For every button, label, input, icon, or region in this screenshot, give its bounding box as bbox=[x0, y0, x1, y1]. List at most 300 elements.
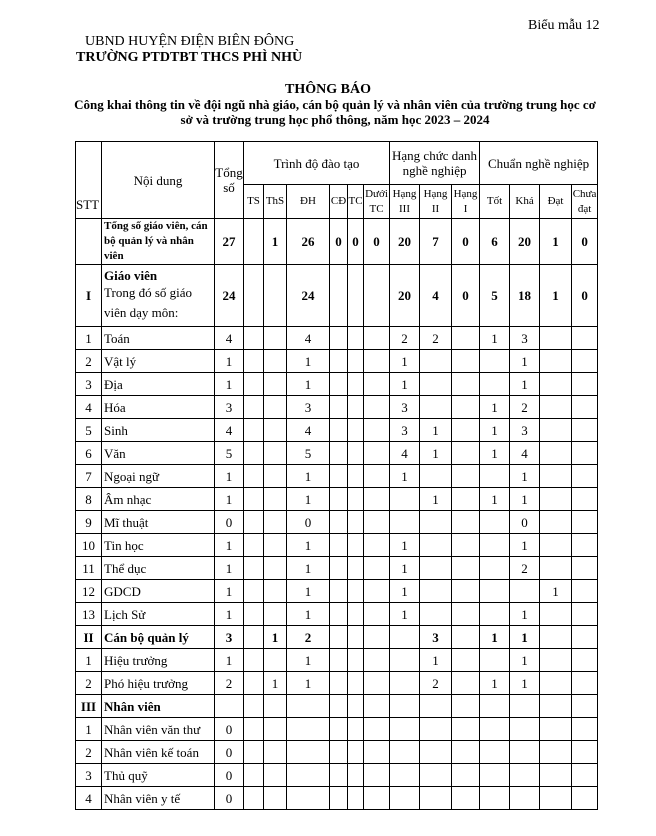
row-cell: 3 bbox=[510, 419, 540, 442]
row-cell bbox=[452, 373, 480, 396]
row-cell bbox=[452, 557, 480, 580]
header-stt: STT bbox=[76, 142, 102, 219]
row-cell bbox=[510, 718, 540, 741]
row-cell: 1 bbox=[540, 580, 572, 603]
row-cell bbox=[364, 580, 390, 603]
header-ths: ThS bbox=[264, 185, 287, 219]
row-cell bbox=[244, 396, 264, 419]
row-cell: 2 bbox=[287, 626, 330, 649]
row-cell: 1 bbox=[287, 465, 330, 488]
row-cell bbox=[480, 649, 510, 672]
row-cell bbox=[264, 265, 287, 327]
row-cell: 3 bbox=[390, 419, 420, 442]
row-cell bbox=[540, 603, 572, 626]
row-cell bbox=[452, 534, 480, 557]
row-cell: 1 bbox=[287, 649, 330, 672]
row-cell bbox=[348, 327, 364, 350]
row-cell: 1 bbox=[215, 488, 244, 511]
row-cell bbox=[452, 511, 480, 534]
row-cell bbox=[540, 787, 572, 810]
row-cell bbox=[452, 396, 480, 419]
row-cell bbox=[572, 695, 598, 718]
row-cell: 1 bbox=[390, 603, 420, 626]
row-cell bbox=[572, 396, 598, 419]
row-cell bbox=[572, 580, 598, 603]
row-cell bbox=[330, 350, 348, 373]
header-kha: Khá bbox=[510, 185, 540, 219]
row-cell bbox=[244, 626, 264, 649]
row-cell bbox=[572, 511, 598, 534]
row-cell bbox=[330, 580, 348, 603]
row-cell bbox=[540, 764, 572, 787]
row-cell: 1 bbox=[540, 265, 572, 327]
row-cell bbox=[287, 764, 330, 787]
row-cell bbox=[364, 741, 390, 764]
row-cell bbox=[330, 419, 348, 442]
row-cell: 1 bbox=[287, 557, 330, 580]
row-cell bbox=[540, 465, 572, 488]
subject-row bbox=[76, 557, 598, 580]
subject-row bbox=[76, 603, 598, 626]
row-cell bbox=[572, 442, 598, 465]
row-cell: 3 bbox=[215, 626, 244, 649]
row-cell: 3 bbox=[287, 396, 330, 419]
row-cell bbox=[287, 787, 330, 810]
row-cell bbox=[348, 764, 364, 787]
row-cell: 0 bbox=[364, 219, 390, 265]
row-label: Hiệu trưởng bbox=[102, 649, 215, 672]
row-stt: 2 bbox=[76, 350, 102, 373]
row-cell: 0 bbox=[572, 265, 598, 327]
row-cell: 0 bbox=[215, 787, 244, 810]
row-cell bbox=[364, 672, 390, 695]
row-stt: 8 bbox=[76, 488, 102, 511]
row-cell: 1 bbox=[510, 603, 540, 626]
row-cell bbox=[510, 787, 540, 810]
row-cell bbox=[540, 442, 572, 465]
row-stt: 13 bbox=[76, 603, 102, 626]
row-cell bbox=[540, 557, 572, 580]
row-cell bbox=[244, 764, 264, 787]
row-cell bbox=[540, 327, 572, 350]
row-cell: 1 bbox=[390, 580, 420, 603]
row-cell: 20 bbox=[390, 219, 420, 265]
row-cell bbox=[480, 557, 510, 580]
subject-row bbox=[76, 419, 598, 442]
row-cell: 1 bbox=[510, 649, 540, 672]
row-cell bbox=[348, 396, 364, 419]
row-cell bbox=[330, 603, 348, 626]
row-stt: 2 bbox=[76, 672, 102, 695]
row-cell: 2 bbox=[390, 327, 420, 350]
row-cell: 1 bbox=[264, 219, 287, 265]
row-label: Âm nhạc bbox=[102, 488, 215, 511]
staff-row bbox=[76, 764, 598, 787]
row-cell: 0 bbox=[510, 511, 540, 534]
row-cell bbox=[452, 672, 480, 695]
row-cell bbox=[330, 373, 348, 396]
row-cell: 1 bbox=[420, 419, 452, 442]
header-training: Trình độ đào tạo bbox=[244, 142, 390, 185]
row-stt: 5 bbox=[76, 419, 102, 442]
row-cell bbox=[420, 373, 452, 396]
row-cell bbox=[330, 764, 348, 787]
row-cell bbox=[572, 373, 598, 396]
row-cell bbox=[264, 511, 287, 534]
row-cell bbox=[364, 764, 390, 787]
row-cell bbox=[264, 557, 287, 580]
row-cell bbox=[330, 626, 348, 649]
row-label: Lịch Sử bbox=[102, 603, 215, 626]
row-label: Thể dục bbox=[102, 557, 215, 580]
row-cell bbox=[364, 603, 390, 626]
row-cell: 1 bbox=[215, 465, 244, 488]
row-cell bbox=[390, 764, 420, 787]
header-tc: TC bbox=[348, 185, 364, 219]
staff-row bbox=[76, 718, 598, 741]
row-cell bbox=[264, 327, 287, 350]
row-cell: 2 bbox=[510, 557, 540, 580]
row-cell: 1 bbox=[287, 672, 330, 695]
row-stt: 4 bbox=[76, 787, 102, 810]
row-cell bbox=[480, 695, 510, 718]
row-cell bbox=[348, 672, 364, 695]
row-stt: 1 bbox=[76, 327, 102, 350]
row-cell bbox=[264, 649, 287, 672]
row-cell bbox=[572, 419, 598, 442]
row-cell: 1 bbox=[287, 373, 330, 396]
row-cell bbox=[244, 465, 264, 488]
row-cell: 2 bbox=[510, 396, 540, 419]
row-cell bbox=[244, 672, 264, 695]
row-cell: 4 bbox=[215, 327, 244, 350]
teachers-row bbox=[76, 265, 598, 327]
row-cell bbox=[264, 718, 287, 741]
header-cd: CĐ bbox=[330, 185, 348, 219]
row-label: Hóa bbox=[102, 396, 215, 419]
row-cell bbox=[480, 373, 510, 396]
row-cell bbox=[452, 327, 480, 350]
row-label: Nhân viên văn thư bbox=[102, 718, 215, 741]
row-cell bbox=[452, 465, 480, 488]
row-cell: 1 bbox=[480, 327, 510, 350]
row-cell: 3 bbox=[510, 327, 540, 350]
row-cell bbox=[572, 741, 598, 764]
row-cell bbox=[452, 787, 480, 810]
row-cell: 1 bbox=[390, 465, 420, 488]
row-cell bbox=[572, 350, 598, 373]
row-cell: 24 bbox=[287, 265, 330, 327]
row-cell bbox=[330, 396, 348, 419]
row-cell bbox=[480, 511, 510, 534]
subject-row bbox=[76, 511, 598, 534]
row-cell bbox=[348, 695, 364, 718]
row-cell: 1 bbox=[420, 442, 452, 465]
row-cell bbox=[348, 649, 364, 672]
row-cell: 6 bbox=[480, 219, 510, 265]
row-cell bbox=[244, 580, 264, 603]
row-cell bbox=[330, 649, 348, 672]
row-label: Văn bbox=[102, 442, 215, 465]
row-cell bbox=[244, 327, 264, 350]
header-ts: TS bbox=[244, 185, 264, 219]
row-cell bbox=[480, 350, 510, 373]
row-cell: 4 bbox=[215, 419, 244, 442]
row-cell: 1 bbox=[480, 626, 510, 649]
row-cell bbox=[244, 787, 264, 810]
row-label: Phó hiệu trưởng bbox=[102, 672, 215, 695]
row-label bbox=[102, 265, 215, 327]
row-cell: 1 bbox=[287, 580, 330, 603]
row-label: Nhân viên bbox=[102, 695, 215, 718]
row-cell bbox=[364, 557, 390, 580]
row-cell bbox=[390, 626, 420, 649]
staff-table bbox=[75, 141, 598, 810]
row-cell: 0 bbox=[287, 511, 330, 534]
row-cell: 1 bbox=[510, 534, 540, 557]
row-cell bbox=[348, 787, 364, 810]
row-cell bbox=[330, 695, 348, 718]
row-cell bbox=[452, 580, 480, 603]
row-cell: 24 bbox=[215, 265, 244, 327]
row-cell bbox=[364, 373, 390, 396]
row-cell bbox=[364, 718, 390, 741]
row-cell bbox=[348, 350, 364, 373]
row-cell bbox=[348, 741, 364, 764]
row-cell bbox=[540, 511, 572, 534]
row-label: Tin học bbox=[102, 534, 215, 557]
row-cell: 1 bbox=[215, 557, 244, 580]
row-cell bbox=[572, 649, 598, 672]
row-cell bbox=[244, 373, 264, 396]
doc-subtitle: Công khai thông tin về đội ngũ nhà giáo, cán bộ quản lý và nhân viên của trường trung học cơ sở và trường trung học phổ thông, năm học 2023 – 2024 bbox=[74, 97, 596, 127]
row-cell: 1 bbox=[215, 373, 244, 396]
row-label: Cán bộ quản lý bbox=[102, 626, 215, 649]
row-cell: 1 bbox=[510, 488, 540, 511]
form-number: Biểu mẫu 12 bbox=[528, 18, 600, 33]
row-stt: 2 bbox=[76, 741, 102, 764]
row-cell: 4 bbox=[287, 419, 330, 442]
row-cell: 1 bbox=[420, 649, 452, 672]
row-label: Nhân viên kế toán bbox=[102, 741, 215, 764]
row-cell bbox=[244, 419, 264, 442]
row-label: Thủ quỹ bbox=[102, 764, 215, 787]
gv-label-rest: Trong đó số giáo viên dạy môn: bbox=[104, 285, 193, 320]
row-label: GDCD bbox=[102, 580, 215, 603]
row-label: Vật lý bbox=[102, 350, 215, 373]
row-cell bbox=[287, 741, 330, 764]
row-cell bbox=[452, 764, 480, 787]
header-content: Nội dung bbox=[102, 142, 215, 219]
row-cell bbox=[390, 488, 420, 511]
row-cell bbox=[330, 511, 348, 534]
subject-row bbox=[76, 442, 598, 465]
row-cell bbox=[480, 465, 510, 488]
row-cell bbox=[264, 603, 287, 626]
row-cell bbox=[264, 396, 287, 419]
row-cell bbox=[572, 764, 598, 787]
row-cell bbox=[264, 488, 287, 511]
row-cell: 0 bbox=[215, 764, 244, 787]
row-cell bbox=[452, 626, 480, 649]
row-cell bbox=[330, 718, 348, 741]
row-cell bbox=[480, 718, 510, 741]
row-cell bbox=[452, 350, 480, 373]
row-label: Mĩ thuật bbox=[102, 511, 215, 534]
row-cell bbox=[390, 672, 420, 695]
row-cell bbox=[215, 695, 244, 718]
row-cell bbox=[364, 511, 390, 534]
row-cell bbox=[420, 741, 452, 764]
row-cell bbox=[420, 465, 452, 488]
row-cell: 1 bbox=[480, 396, 510, 419]
row-cell bbox=[244, 488, 264, 511]
row-cell: 1 bbox=[480, 419, 510, 442]
row-cell bbox=[244, 603, 264, 626]
row-cell bbox=[572, 557, 598, 580]
row-cell bbox=[510, 695, 540, 718]
header-rank: Hạng chức danh nghề nghiệp bbox=[390, 142, 480, 185]
row-cell bbox=[420, 511, 452, 534]
row-cell bbox=[244, 718, 264, 741]
row-stt: 7 bbox=[76, 465, 102, 488]
row-cell bbox=[390, 718, 420, 741]
row-cell: 1 bbox=[510, 373, 540, 396]
row-cell bbox=[364, 488, 390, 511]
subject-row bbox=[76, 580, 598, 603]
row-cell bbox=[348, 265, 364, 327]
row-cell bbox=[540, 488, 572, 511]
row-cell bbox=[452, 603, 480, 626]
row-cell: 1 bbox=[215, 350, 244, 373]
subject-row bbox=[76, 327, 598, 350]
row-cell: 7 bbox=[420, 219, 452, 265]
row-cell bbox=[540, 741, 572, 764]
row-cell bbox=[420, 350, 452, 373]
row-cell bbox=[348, 626, 364, 649]
row-cell bbox=[420, 396, 452, 419]
row-cell bbox=[348, 373, 364, 396]
row-cell bbox=[540, 672, 572, 695]
header-total: Tổng số bbox=[215, 142, 244, 219]
row-label: Toán bbox=[102, 327, 215, 350]
row-cell: 1 bbox=[420, 488, 452, 511]
header-standard: Chuẩn nghề nghiệp bbox=[480, 142, 598, 185]
row-cell bbox=[540, 419, 572, 442]
header-chua-dat: Chưa đạt bbox=[572, 185, 598, 219]
row-cell: 20 bbox=[390, 265, 420, 327]
row-cell: 0 bbox=[215, 718, 244, 741]
row-cell bbox=[572, 603, 598, 626]
row-cell bbox=[264, 373, 287, 396]
row-cell bbox=[390, 511, 420, 534]
row-cell bbox=[420, 557, 452, 580]
row-cell: 2 bbox=[420, 327, 452, 350]
row-cell: 1 bbox=[540, 219, 572, 265]
row-cell: 0 bbox=[452, 265, 480, 327]
row-cell bbox=[540, 695, 572, 718]
row-cell bbox=[364, 465, 390, 488]
row-cell bbox=[572, 672, 598, 695]
org-line-1: UBND HUYỆN ĐIỆN BIÊN ĐÔNG bbox=[85, 34, 295, 49]
row-cell bbox=[572, 327, 598, 350]
row-cell: 1 bbox=[287, 350, 330, 373]
row-cell bbox=[480, 764, 510, 787]
row-cell bbox=[452, 488, 480, 511]
header-dh: ĐH bbox=[287, 185, 330, 219]
row-cell bbox=[364, 327, 390, 350]
row-cell bbox=[420, 695, 452, 718]
row-cell bbox=[244, 534, 264, 557]
header-hang1: Hạng I bbox=[452, 185, 480, 219]
row-cell bbox=[420, 787, 452, 810]
row-cell: 1 bbox=[215, 534, 244, 557]
row-cell bbox=[540, 718, 572, 741]
row-cell bbox=[364, 396, 390, 419]
row-cell bbox=[572, 787, 598, 810]
row-stt: III bbox=[76, 695, 102, 718]
staff-row bbox=[76, 787, 598, 810]
row-cell: 2 bbox=[420, 672, 452, 695]
total-row bbox=[76, 219, 598, 265]
row-cell bbox=[390, 741, 420, 764]
row-stt: 10 bbox=[76, 534, 102, 557]
row-cell: 4 bbox=[390, 442, 420, 465]
row-stt: 11 bbox=[76, 557, 102, 580]
row-cell bbox=[330, 488, 348, 511]
row-cell bbox=[390, 649, 420, 672]
row-cell bbox=[264, 695, 287, 718]
row-stt: 3 bbox=[76, 373, 102, 396]
row-cell bbox=[264, 419, 287, 442]
row-cell bbox=[244, 265, 264, 327]
manager-row bbox=[76, 672, 598, 695]
row-cell bbox=[330, 534, 348, 557]
row-cell: 0 bbox=[215, 741, 244, 764]
row-cell bbox=[364, 787, 390, 810]
subject-row bbox=[76, 534, 598, 557]
row-label: Địa bbox=[102, 373, 215, 396]
row-cell bbox=[540, 373, 572, 396]
row-cell bbox=[480, 603, 510, 626]
row-cell: 5 bbox=[215, 442, 244, 465]
row-cell: 5 bbox=[287, 442, 330, 465]
row-cell bbox=[287, 695, 330, 718]
row-cell: 1 bbox=[287, 488, 330, 511]
row-cell bbox=[348, 419, 364, 442]
row-cell bbox=[572, 488, 598, 511]
row-cell: 20 bbox=[510, 219, 540, 265]
row-cell: 27 bbox=[215, 219, 244, 265]
row-cell: 4 bbox=[510, 442, 540, 465]
row-cell bbox=[348, 488, 364, 511]
row-cell bbox=[480, 534, 510, 557]
row-cell bbox=[572, 465, 598, 488]
row-cell: 1 bbox=[480, 442, 510, 465]
row-cell bbox=[244, 511, 264, 534]
row-cell bbox=[452, 442, 480, 465]
row-cell: 1 bbox=[390, 534, 420, 557]
row-cell: 1 bbox=[287, 534, 330, 557]
row-cell: 1 bbox=[287, 603, 330, 626]
row-cell: 1 bbox=[390, 557, 420, 580]
row-cell: 3 bbox=[215, 396, 244, 419]
row-cell: 1 bbox=[510, 465, 540, 488]
row-cell bbox=[480, 741, 510, 764]
row-cell bbox=[572, 534, 598, 557]
row-cell bbox=[390, 787, 420, 810]
row-stt: 12 bbox=[76, 580, 102, 603]
